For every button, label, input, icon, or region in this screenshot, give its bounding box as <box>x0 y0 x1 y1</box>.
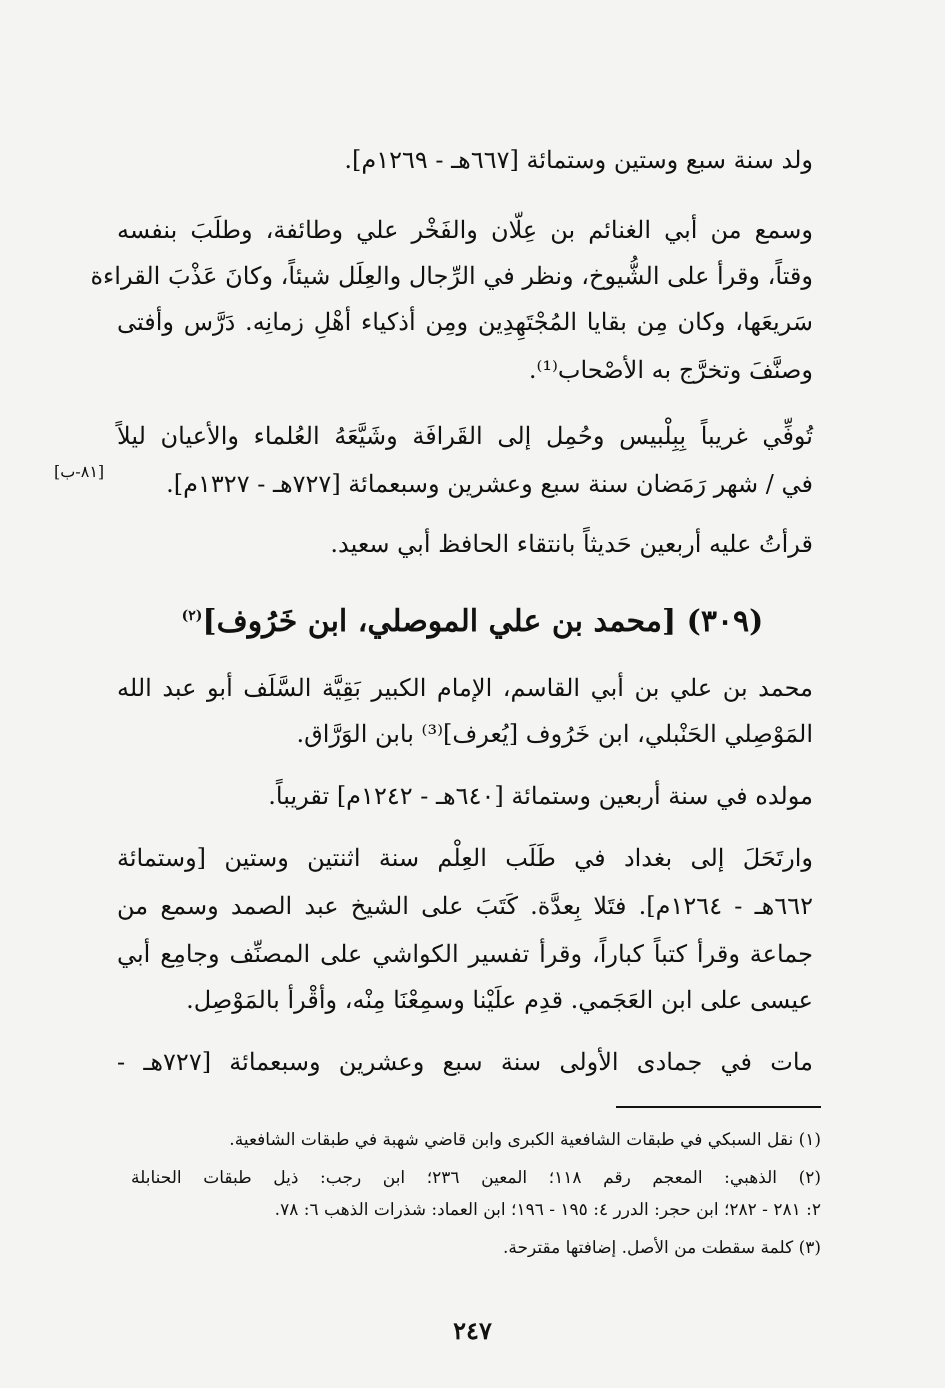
text-line: عيسى على ابن العَجَمي. قدِم علَيْنا وسمِعْنَا مِنْه، وأقْرأ بالمَوْصِل. <box>186 986 813 1014</box>
text-line: مات في جمادى الأولى سنة سبع وعشرين وسبعمائة [٧٢٧هـ - <box>117 1048 813 1076</box>
text-line: وقتاً، وقرأ على الشُّيوخ، ونظر في الرِّجال والعِلَل شيئاً، وكانَ عَذْبَ القراءة <box>90 262 813 290</box>
text-line: وصنَّفَ وتخرَّج به الأصْحاب⁽¹⁾. <box>528 356 813 384</box>
entry-heading-text: (٣٠٩) [محمد بن علي الموصلي، ابن خَرُوف] <box>202 604 764 639</box>
text-line: سَريعَها، وكان مِن بقايا المُجْتَهِدِين ومِن أذكياء أهْلِ زمانِه. دَرَّس وأفتى <box>117 308 813 336</box>
footnote: (١) نقل السبكي في طبقات الشافعية الكبرى وابن قاضي شهبة في طبقات الشافعية. <box>229 1130 821 1150</box>
text-line: ولد سنة سبع وستين وستمائة [٦٦٧هـ - ١٢٦٩م]. <box>344 146 813 174</box>
heading-footnote-ref: (٢) <box>181 608 203 624</box>
footnote-rule <box>616 1106 821 1108</box>
text-line: ٦٦٢هـ - ١٢٦٤م]. فتَلا بِعدَّة. كَتَبَ على الشيخ عبد الصمد وسمع من <box>117 892 813 920</box>
text-line: جماعة وقرأ كتباً كباراً، وقرأ تفسير الكواشي على المصنِّف وجامِع أبي <box>117 940 813 968</box>
page-number: ٢٤٧ <box>453 1316 492 1345</box>
text-line: مولده في سنة أربعين وستمائة [٦٤٠هـ - ١٢٤٢م] تقريباً. <box>268 782 813 810</box>
text-line: في / شهر رَمَضان سنة سبع وعشرين وسبعمائة [٧٢٧هـ - ١٣٢٧م]. <box>166 470 813 498</box>
text-line: وسمع من أبي الغنائم بن عِلّان والفَخْر علي وطائفة، وطلَبَ بنفسه <box>117 216 813 244</box>
text-line: وارتَحَلَ إلى بغداد في طَلَب العِلْم سنة اثنتين وستين [وستمائة <box>117 844 813 872</box>
margin-folio-note: [٨١-ب] <box>54 462 105 481</box>
footnote: (٣) كلمة سقطت من الأصل. إضافتها مقترحة. <box>502 1238 821 1258</box>
text-line: محمد بن علي بن أبي القاسم، الإمام الكبير بَقِيَّة السَّلَف أبو عبد الله <box>117 674 813 702</box>
footnote: ٢: ٢٨١ - ٢٨٢؛ ابن حجر: الدرر ٤: ١٩٥ - ١٩٦؛ ابن العماد: شذرات الذهب ٦: ٧٨. <box>274 1200 821 1220</box>
entry-heading <box>0 588 945 650</box>
footnote: (٢) الذهبي: المعجم رقم ١١٨؛ المعين ٢٣٦؛ ابن رجب: ذيل طبقات الحنابلة <box>131 1168 821 1188</box>
text-line: المَوْصِلي الحَنْبلي، ابن خَرُوف [يُعرف]⁽³⁾ بابن الوَرَّاق. <box>296 720 813 748</box>
text-line: تُوفِّي غريباً بِبِلْبيس وحُمِل إلى القَرافَة وشَيَّعَهُ العُلماء والأعيان ليلاً <box>117 422 813 450</box>
text-line: قرأتُ عليه أربعين حَديثاً بانتقاء الحافظ أبي سعيد. <box>330 530 813 558</box>
